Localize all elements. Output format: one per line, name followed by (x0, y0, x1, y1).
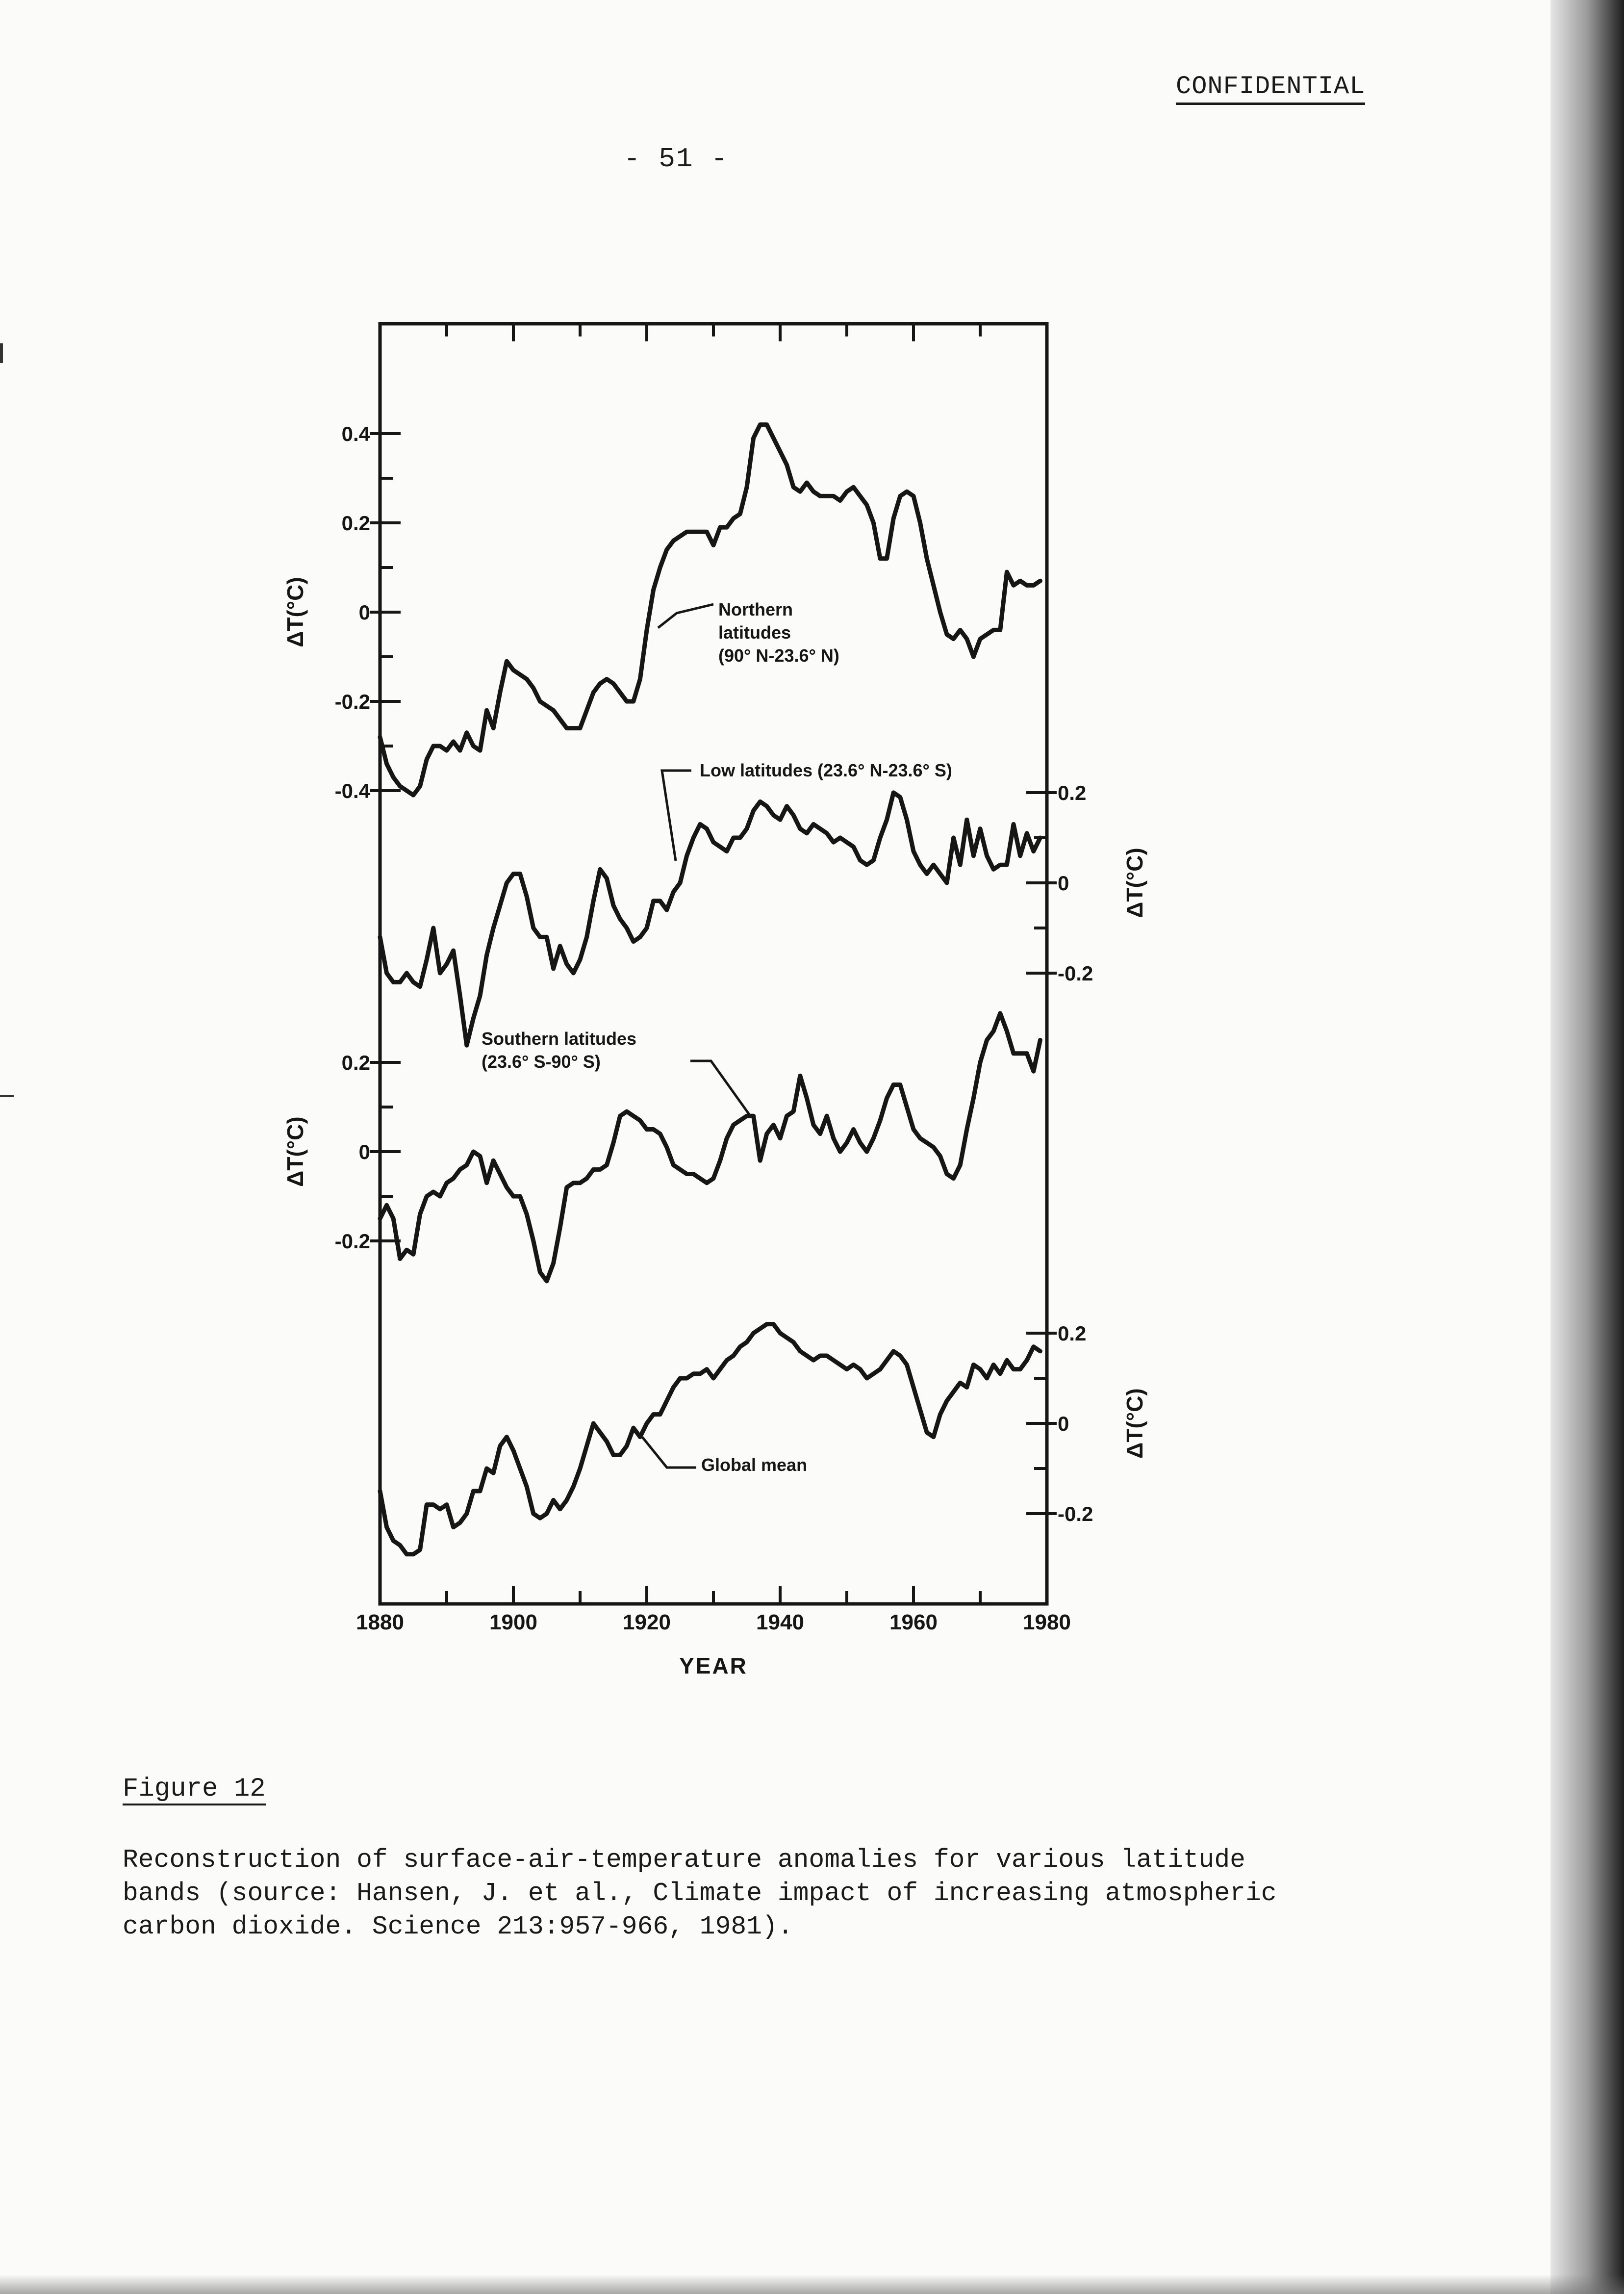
x-tick-label: 1880 (356, 1610, 404, 1634)
y-tick-label: 0 (358, 1140, 370, 1163)
figure-caption: Reconstruction of surface-air-temperature anomalies for various latitude bands (source: Hansen, J. et al., Climate impact of increasing atmospheric carbon dioxide. Science 213:957-966, 1981). (123, 1845, 1277, 1941)
series-group-2 (380, 760, 1147, 1045)
y-axis-unit-label: ΔT(°C) (282, 577, 308, 647)
classification-marking: CONFIDENTIAL (1176, 73, 1365, 105)
series-label: Global mean (701, 1455, 808, 1475)
y-tick-label: 0 (1058, 872, 1069, 895)
y-tick-label: 0.2 (1058, 781, 1087, 804)
series-label-leader (642, 1437, 696, 1468)
series-group-4 (380, 1322, 1147, 1554)
page-number: - 51 - (624, 143, 729, 175)
y-tick-label: 0.2 (1058, 1322, 1087, 1345)
series-group-1 (282, 422, 1040, 802)
scan-bottom-shadow (0, 2274, 1624, 2294)
x-tick-label: 1960 (889, 1610, 938, 1634)
series-label: Northern (718, 599, 793, 619)
y-tick-label: 0.2 (341, 512, 370, 535)
series-label-leader (690, 1061, 750, 1116)
x-tick-label: 1920 (623, 1610, 671, 1634)
y-axis-unit-label: ΔT(°C) (282, 1116, 308, 1187)
series-line (380, 425, 1040, 795)
plot-frame (380, 324, 1047, 1604)
y-axis-unit-label: ΔT(°C) (1122, 848, 1147, 918)
series-line (380, 1013, 1040, 1281)
series-label: (23.6° S-90° S) (482, 1052, 601, 1072)
series-label: Low latitudes (23.6° N-23.6° S) (700, 760, 952, 780)
series-label-leader (662, 771, 691, 861)
x-axis-title: YEAR (679, 1653, 748, 1678)
y-tick-label: -0.2 (334, 1230, 370, 1253)
series-group-3 (282, 1013, 1040, 1281)
series-label: Southern latitudes (482, 1029, 637, 1049)
series-line (380, 1324, 1040, 1554)
y-tick-label: -0.2 (1058, 1502, 1093, 1525)
y-tick-label: -0.2 (334, 690, 370, 713)
y-tick-label: 0.4 (341, 422, 370, 445)
y-tick-label: 0 (358, 601, 370, 624)
x-tick-label: 1900 (489, 1610, 537, 1634)
series-label: (90° N-23.6° N) (718, 645, 839, 666)
y-axis-unit-label: ΔT(°C) (1122, 1388, 1147, 1459)
y-tick-label: -0.4 (334, 779, 370, 802)
y-tick-label: 0 (1058, 1412, 1069, 1435)
series-label-leader (658, 604, 713, 628)
y-tick-label: 0.2 (341, 1051, 370, 1074)
series-line (380, 793, 1040, 1045)
y-tick-label: -0.2 (1058, 962, 1093, 985)
series-label: latitudes (718, 622, 791, 643)
x-tick-label: 1940 (756, 1610, 804, 1634)
x-tick-label: 1980 (1023, 1610, 1071, 1634)
figure-label: Figure 12 (123, 1775, 266, 1805)
